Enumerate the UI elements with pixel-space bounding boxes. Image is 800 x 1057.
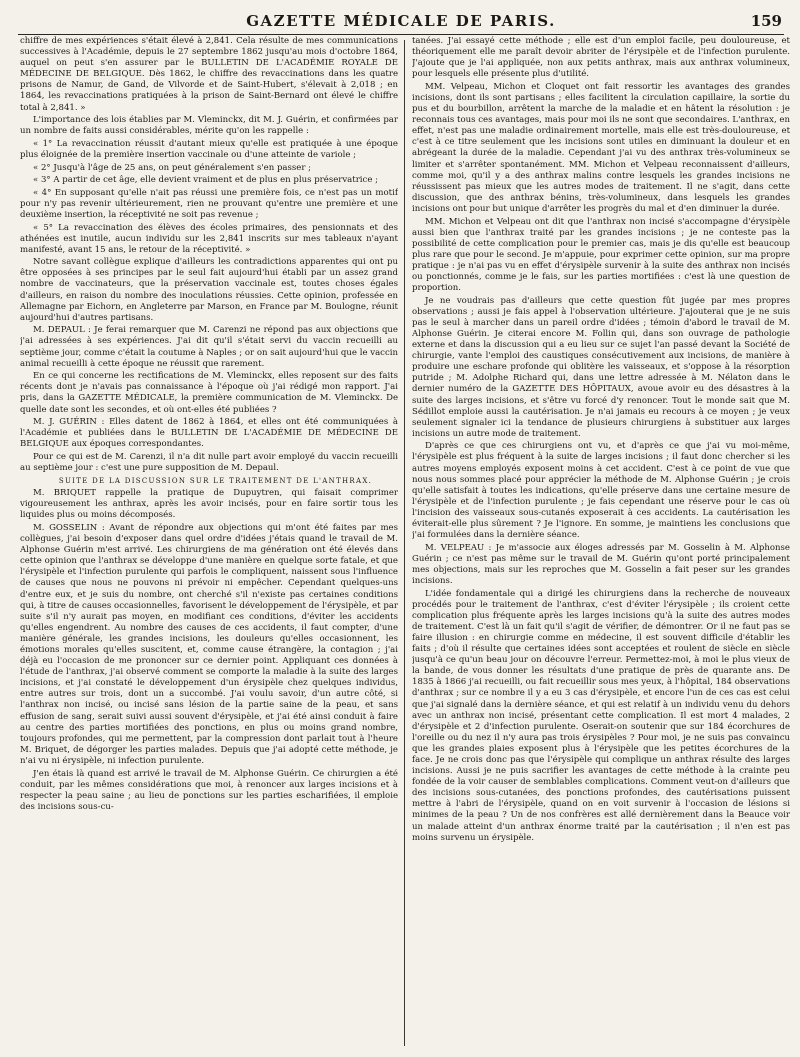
paragraph: L'importance des lois établies par M. Vleminckx, dit M. J. Guérin, et confirmées par un nombre de faits aussi considérables, mérite qu'on les rappelle : [20,115,398,137]
quoted-rule: « 2° Jusqu'à l'âge de 25 ans, on peut généralement s'en passer ; [33,162,312,173]
quoted-rule: « 3° A partir de cet âge, elle devient vraiment et de plus en plus préservatrice ; [33,175,378,186]
quoted-rule: « 1° La revaccination réussit d'autant mieux qu'elle est pratiquée à une époque plus éloignée de la première insertion vaccinale ou d'une atteinte de variole ; [20,138,398,160]
paragraph: M. BRIQUET rappelle la pratique de Dupuytren, qui faisait comprimer vigoureusement les anthrax, après les avoir incisés, pour en faire sortir tous les liquides plus ou moins décomposés. [20,488,398,521]
left-column [20,36,398,1050]
paragraph: chiffre de mes expériences s'était élevé à 2,841. Cela résulte de mes communications successives à l'Académie, depuis le 27 septembre 1862 jusqu'au mois d'octobre 1864, auquel on peut s'en assurer par le BULLETIN DE L'ACADÉMIE ROYALE DE MÉDECINE DE BELGIQUE. Dès 1862, le chiffre des revaccinations dans les quatre prisons de Namur, de Gand, de Vilvorde et de Saint-Hubert, s'élevait à 2,018 ; en 1864, les revaccinations pratiquées à la prison de Saint-Bernard ont élevé le chiffre total à 2,841. » [20,36,398,113]
paragraph: M. GOSSELIN : Avant de répondre aux objections qui m'ont été faites par mes collègues, j'ai besoin d'exposer dans quel ordre d'idées j'étais quand le travail de M. Alphonse Guérin m'est arrivé. Les chirurgiens de ma génération ont été élevés dans cette opinion que l'anthrax se développe d'une manière en quelque sorte fatale, et que l'érysipèle et l'infection purulente qui parfois le compliquent, naissent sous l'influence de causes que nous ne pouvons ni prévoir ni empêcher. Cependant quelques-uns d'entre eux, et je suis du nombre, ont cherché s'il n'existe pas certaines conditions qui, à titre de causes occasionnelles, favorisent le développement de l'érysipèle, et par suite s'il n'y aurait pas moyen, en modifiant ces conditions, d'éviter les accidents qu'elles engendrent. Au nombre des causes de ces accidents, il faut compter, d'une manière générale, les grandes incisions, les douleurs qu'elles occasionnent, les émotions morales qu'elles suscitent, et, comme cause étrangère, la contagion ; j'ai déjà eu l'occasion de me prononcer sur ce dernier point. Appliquant ces données à l'étude de l'anthrax, j'ai observé comment se comporte la maladie à la suite des larges incisions, et j'ai constaté le développement d'un érysipèle chez quelques individus, entre autres sur trois, dont un a succombé. J'ai voulu savoir, d'un autre côté, si l'anthrax non incisé, ou incisé sans lésion de la partie saine de la peau, et sans effusion de sang, serait suivi aussi souvent d'érysipèle, et j'ai été ainsi conduit à faire au centre des parties mortifiées des ponctions, en plus ou moins grand nombre, toujours profondes, qui me permettent, par la compression dont parlait tout à l'heure M. Briquet, de dégorger les parties malades. Depuis que j'ai adopté cette méthode, je n'ai vu ni érysipèle, ni infection purulente. [20,522,398,766]
section-title: SUITE DE LA DISCUSSION SUR LE TRAITEMENT DE L'ANTHRAX. [58,476,373,485]
paragraph: Notre savant collègue explique d'ailleurs les contradictions apparentes qui ont pu être opposées à ses principes par le seul fait aujourd'hui établi par un assez grand nombre de vaccinateurs, que la préservation vaccinale est, toutes choses égales d'ailleurs, en raison du nombre des inoculations réussies. Cette opinion, professée en Allemagne par Eichorn, en Angleterre par Marson, en France par M. Boulogne, réunit aujourd'hui d'autres partisans. [20,257,398,323]
paragraph: M. VELPEAU : Je m'associe aux éloges adressés par M. Gosselin à M. Alphonse Guérin ; ce n'est pas même sur le travail de M. Guérin qu'ont porté principalement mes objections, mais sur les reproches que M. Gosselin a fait peser sur les grandes incisions. [412,542,790,586]
page-header [18,8,784,35]
paragraph: tanées. J'ai essayé cette méthode ; elle est d'un emploi facile, peu douloureuse, et théoriquement elle me paraît devoir abriter de l'érysipèle et de l'infection purulente. J'ajoute que je l'ai appliquée, non aux petits anthrax, mais aux anthrax volumineux, pour lesquels elle présente plus d'utilité. [412,36,790,80]
quoted-rule: « 4° En supposant qu'elle n'ait pas réussi une première fois, ce n'est pas un motif pour n'y pas revenir ultérieurement, rien ne prouvant qu'entre une première et une deuxième insertion, la réceptivité ne soit pas revenue ; [20,187,398,220]
paragraph: Je ne voudrais pas d'ailleurs que cette question fût jugée par mes propres observations ; aussi je fais appel à l'observation ultérieure. J'ajouterai que je ne suis pas le seul à marcher dans un pareil ordre d'idées ; témoin d'abord le travail de M. Alphonse Guérin. Je citerai encore M. Follin qui, dans son ouvrage de pathologie externe et dans la discussion qui a eu lieu sur ce sujet l'an passé devant la Société de chirurgie, vante l'emploi des caustiques consécutivement aux incisions, de manière à produire une eschare profonde qui oblitère les vaisseaux, et s'oppose à la résorption putride ; M. Adolphe Richard qui, dans une lettre adressée à M. Nélaton dans le dernier numéro de la GAZETTE DES HÔPITAUX, avoue avoir eu des désastres à la suite des larges incisions, et s'être vu forcé d'y renoncer. Tout le monde sait que M. Sédillot emploie aussi la cautérisation. Je n'ai jamais eu recours à ce moyen ; je veux seulement signaler ici la tendance de plusieurs chirurgiens à substituer aux larges incisions un autre mode de traitement. [412,295,790,439]
running-title: GAZETTE MÉDICALE DE PARIS. [246,12,556,30]
paragraph: Pour ce qui est de M. Carenzi, il n'a dit nulle part avoir employé du vaccin recueilli au septième jour : c'est une pure supposition de M. Depaul. [20,451,398,473]
paragraph: MM. Michon et Velpeau ont dit que l'anthrax non incisé s'accompagne d'érysipèle aussi bien que l'anthrax traité par les grandes incisions ; je ne conteste pas la possibilité de cette complication pour le premier cas, mais je dis qu'elle est beaucoup plus rare que pour le second. Je m'appuie, pour exprimer cette opinion, sur ma propre pratique : je n'ai pas vu en effet d'érysipèle survenir à la suite des anthrax non incisés ou ponctionnés, comme je le fais, sur les parties mortifiées : c'est là une question de proportion. [412,216,790,294]
paragraph: M. DEPAUL : Je ferai remarquer que M. Carenzi ne répond pas aux objections que j'ai adressées à ses expériences. J'ai dit qu'il s'était servi du vaccin recueilli au septième jour, comme c'était la coutume à Naples ; or on sait aujourd'hui que le vaccin animal recueilli à cette époque ne réussit que rarement. [20,325,398,369]
paragraph: J'en étais là quand est arrivé le travail de M. Alphonse Guérin. Ce chirurgien a été conduit, par les mêmes considérations que moi, à renoncer aux larges incisions et à respecter la peau saine ; au lieu de ponctions sur les parties escharifiées, il emploie des incisions sous-cu- [20,768,398,812]
paragraph: M. J. GUÉRIN : Elles datent de 1862 à 1864, et elles ont été communiquées à l'Académie et publiées dans le BULLETIN DE L'ACADÉMIE DE MÉDECINE DE BELGIQUE aux époques correspondantes. [20,417,398,450]
quoted-rule: « 5° La revaccination des élèves des écoles primaires, des pensionnats et des athénées est inutile, aucun individu sur les 2,841 inscrits sur mes tableaux n'ayant manifesté, avant 15 ans, le retour de la réceptivité. » [20,222,398,255]
right-column [412,36,790,1050]
paragraph: L'idée fondamentale qui a dirigé les chirurgiens dans la recherche de nouveaux procédés pour le traitement de l'anthrax, c'est d'éviter l'érysipèle ; ils croient cette complication plus fréquente après les larges incisions qu'à la suite des autres modes de traitement. C'est là un fait qu'il s'agit de vérifier, de démontrer. Or il ne faut pas se faire illusion : en chirurgie comme en médecine, il est souvent difficile d'établir les faits ; d'où il résulte que certaines idées sont acceptées et roulent de siècle en siècle jusqu'à ce qu'un beau jour on découvre l'erreur. Permettez-moi, à moi le plus vieux de la bande, de vous donner les résultats d'une pratique de près de quarante ans. De 1835 à 1866 j'ai recueilli, ou fait recueillir sous mes yeux, à l'hôpital, 184 observations d'anthrax ; sur ce nombre il y a eu 3 cas d'érysipèle, et encore l'un de ces cas est celui que j'ai signalé dans la dernière séance, et qui est relatif à un individu venu du dehors avec un anthrax non incisé, présentant cette complication. Il est mort 4 malades, 2 d'érysipèle et 2 d'infection purulente. Oserait-on soutenir que sur 184 écorchures de l'oreille ou du nez il n'y aura pas trois érysipèles ? Pour moi, je ne suis pas convaincu que les grandes plaies exposent plus à l'érysipèle que les petites écorchures de la face. Je ne crois donc pas que l'érysipèle qui complique un anthrax résulte des larges incisions. Aussi je ne puis sacrifier les avantages de cette méthode à la crainte peu fondée de la voir causer de semblables complications. Comment veut-on d'ailleurs que des incisions sous-cutanées, des ponctions profondes, des cautérisations puissent mettre à l'abri de l'érysipèle, quand on en voit survenir à l'occasion de lésions si minimes de la peau ? Un de nos confrères est allé dernièrement dans la Beauce voir un malade atteint d'un anthrax énorme traité par la cautérisation ; il n'en est pas moins survenu un érysipèle. [412,588,790,843]
paragraph: MM. Velpeau, Michon et Cloquet ont fait ressortir les avantages des grandes incisions, dont ils sont partisans ; elles facilitent la circulation capillaire, la sortie du pus et du bourbillon, arrêtent la marche de la maladie et en hâtent la résolution : je reconnais tous ces avantages, mais pour moi ils ne sont que secondaires. L'anthrax, en effet, n'est pas une maladie ordinairement mortelle, mais elle est très-douloureuse, et c'est à ce titre seulement que les incisions sont utiles en diminuant la douleur et en abrégeant la durée de la maladie. Cependant j'ai vu des anthrax très-volumineux se limiter et s'arrêter spontanément. MM. Michon et Velpeau reconnaissent d'ailleurs, comme moi, qu'il y a des anthrax malins contre lesquels les grandes incisions ne réussissent pas mieux que les autres modes de traitement. Il ne s'agit, dans cette discussion, que des anthrax bénins, très-volumineux, dans lesquels les grandes incisions ont pour but unique d'arrêter les progrès du mal et d'en diminuer la durée. [412,81,790,214]
page-number: 159 [750,12,782,30]
paragraph: D'après ce que ces chirurgiens ont vu, et d'après ce que j'ai vu moi-même, l'érysipèle est plus fréquent à la suite de larges incisions ; il faut donc chercher si les autres moyens employés exposent moins à cet accident. C'est à ce point de vue que nous nous sommes placé pour apprécier la méthode de M. Alphonse Guérin ; je crois qu'elle satisfait à toutes les indications, qu'elle préserve dans une certaine mesure de l'érysipèle et de l'infection purulente ; je fais cependant une réserve pour le cas où l'incision des vaisseaux sous-cutanés exposerait à ces accidents. La cautérisation les éviterait-elle plus sûrement ? Je l'ignore. En somme, je maintiens les conclusions que j'ai formulées dans la dernière séance. [412,441,790,541]
column-divider [404,40,405,1046]
paragraph: En ce qui concerne les rectifications de M. Vleminckx, elles reposent sur des faits récents dont je n'avais pas connaissance à l'époque où j'ai rédigé mon rapport. J'ai pris, dans la GAZETTE MÉDICALE, la première communication de M. Vleminckx. De quelle date sont les secondes, et où ont-elles été publiées ? [20,371,398,415]
